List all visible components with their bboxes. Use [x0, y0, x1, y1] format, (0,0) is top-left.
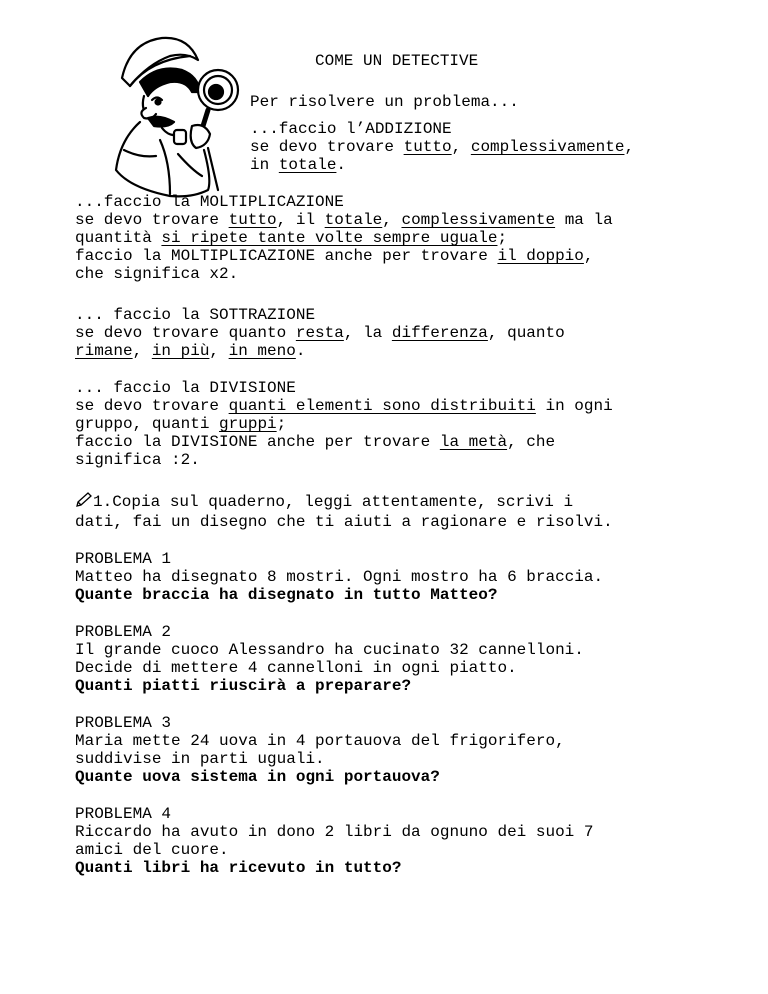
division-line-4: faccio la DIVISIONE anche per trovare la metà, che [75, 433, 556, 451]
multiplication-line-4: faccio la MOLTIPLICAZIONE anche per trovare il doppio, [75, 247, 594, 265]
problem-2-question: Quanti piatti riuscirà a preparare? [75, 677, 412, 695]
instruction-line-1: 1.Copia sul quaderno, leggi attentamente, scrivi i [75, 492, 573, 511]
addition-heading: ...faccio l’ADDIZIONE [250, 120, 452, 138]
instruction-line-2: dati, fai un disegno che ti aiuti a ragionare e risolvi. [75, 513, 613, 531]
problem-4-title: PROBLEMA 4 [75, 805, 172, 823]
addition-line-3: in totale. [250, 156, 347, 174]
division-line-2: se devo trovare quanti elementi sono distribuiti in ogni [75, 397, 613, 415]
problem-3-question: Quante uova sistema in ogni portauova? [75, 768, 440, 786]
problem-3-line-2: suddivise in parti uguali. [75, 750, 325, 768]
pencil-icon [75, 492, 93, 508]
division-line-3: gruppo, quanti gruppi; [75, 415, 287, 433]
problem-4-line-1: Riccardo ha avuto in dono 2 libri da ognuno dei suoi 7 [75, 823, 594, 841]
detective-illustration [100, 30, 250, 205]
problem-2-title: PROBLEMA 2 [75, 623, 172, 641]
problem-1-line-1: Matteo ha disegnato 8 mostri. Ogni mostro ha 6 braccia. [75, 568, 604, 586]
problem-2-line-1: Il grande cuoco Alessandro ha cucinato 32 cannelloni. [75, 641, 584, 659]
subtraction-line-3: rimane, in più, in meno. [75, 342, 306, 360]
division-line-5: significa :2. [75, 451, 200, 469]
multiplication-line-5: che significa x2. [75, 265, 239, 283]
problem-4-line-2: amici del cuore. [75, 841, 229, 859]
subtraction-heading: ... faccio la SOTTRAZIONE [75, 306, 316, 324]
problem-4-question: Quanti libri ha ricevuto in tutto? [75, 859, 402, 877]
page-title: COME UN DETECTIVE [315, 52, 479, 70]
addition-line-2: se devo trovare tutto, complessivamente, [250, 138, 635, 156]
problem-2-line-2: Decide di mettere 4 cannelloni in ogni piatto. [75, 659, 517, 677]
problem-1-title: PROBLEMA 1 [75, 550, 172, 568]
problem-3-title: PROBLEMA 3 [75, 714, 172, 732]
division-heading: ... faccio la DIVISIONE [75, 379, 296, 397]
subtraction-line-2: se devo trovare quanto resta, la differenza, quanto [75, 324, 565, 342]
problem-3-line-1: Maria mette 24 uova in 4 portauova del frigorifero, [75, 732, 565, 750]
multiplication-line-2: se devo trovare tutto, il totale, complessivamente ma la [75, 211, 613, 229]
problem-1-question: Quante braccia ha disegnato in tutto Matteo? [75, 586, 498, 604]
multiplication-line-3: quantità si ripete tante volte sempre uguale; [75, 229, 508, 247]
intro-line: Per risolvere un problema... [250, 93, 519, 111]
multiplication-heading: ...faccio la MOLTIPLICAZIONE [75, 193, 344, 211]
